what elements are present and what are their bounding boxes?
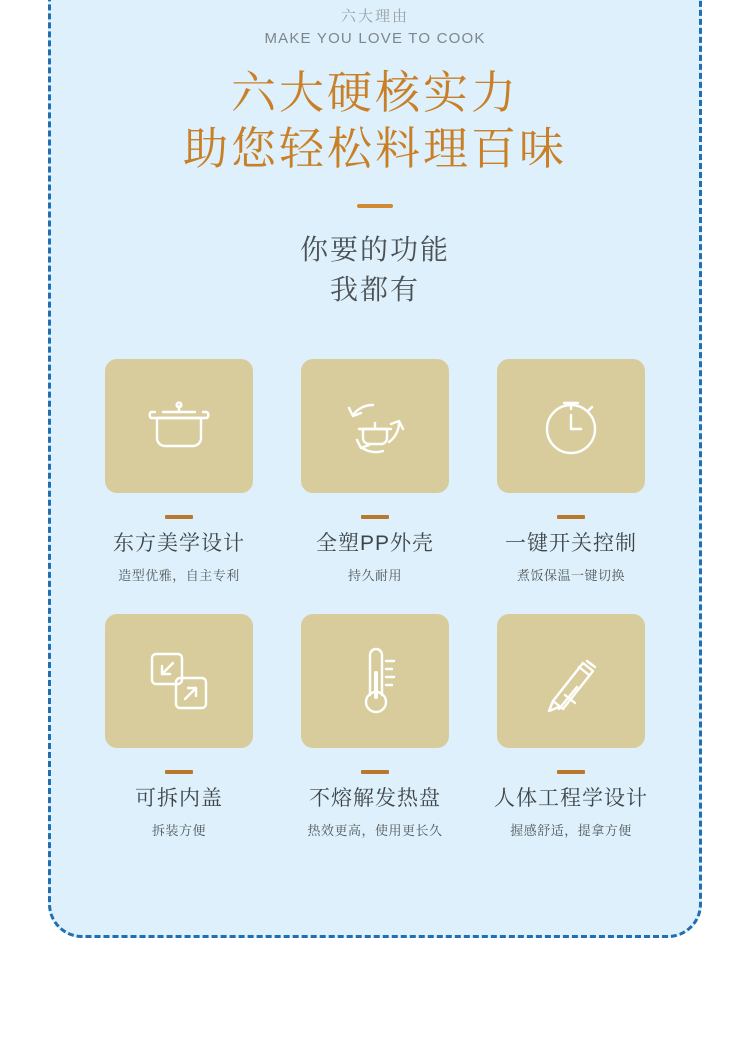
pot-icon [141, 396, 217, 456]
feature-title: 可拆内盖 [135, 786, 223, 810]
feature-subtitle: 煮饭保温一键切换 [516, 567, 625, 583]
feature-card [277, 614, 473, 839]
feature-card [277, 359, 473, 584]
feature-icon-tile [301, 614, 449, 748]
subheading-line-1: 你要的功能 [299, 233, 450, 265]
feature-panel [48, 0, 702, 938]
feature-subtitle: 造型优雅，自主专利 [118, 567, 240, 583]
feature-title: 不熔解发热盘 [309, 786, 441, 810]
panel-content [51, 0, 699, 935]
headline-line-2: 助您轻松料理百味 [182, 123, 567, 175]
feature-grid [51, 359, 699, 839]
feature-card [473, 359, 669, 584]
headline-divider [357, 204, 393, 208]
feature-icon-tile [105, 614, 253, 748]
feature-icon-tile [497, 614, 645, 748]
eyebrow-chinese: 六大理由 [340, 8, 409, 25]
feature-rule [165, 515, 193, 519]
headline-line-1: 六大硬核实力 [230, 67, 519, 118]
feature-rule [557, 770, 585, 774]
page-title [51, 65, 699, 178]
feature-title: 全塑PP外壳 [315, 531, 434, 555]
recycle-pot-icon [337, 395, 413, 457]
feature-subtitle: 热效更高，使用更长久 [307, 823, 443, 839]
feature-title: 一键开关控制 [505, 531, 637, 555]
feature-subtitle: 握感舒适，提拿方便 [510, 823, 632, 839]
detachable-lid-icon [144, 646, 214, 716]
feature-rule [361, 770, 389, 774]
thermometer-icon [348, 643, 402, 719]
feature-rule [361, 515, 389, 519]
feature-card [473, 614, 669, 839]
feature-card [81, 359, 277, 584]
feature-subtitle: 拆装方便 [151, 823, 206, 839]
feature-title: 人体工程学设计 [494, 786, 648, 810]
subheading-line-2: 我都有 [329, 274, 420, 306]
feature-title: 东方美学设计 [113, 531, 245, 555]
feature-card [81, 614, 277, 839]
subheading [51, 230, 699, 311]
feature-subtitle: 持久耐用 [347, 567, 402, 583]
ergonomic-pencils-icon [535, 645, 607, 717]
feature-icon-tile [105, 359, 253, 493]
clock-icon [538, 393, 604, 459]
feature-rule [165, 770, 193, 774]
eyebrow-english: MAKE YOU LOVE TO COOK [264, 30, 486, 47]
feature-rule [557, 515, 585, 519]
feature-icon-tile [497, 359, 645, 493]
feature-icon-tile [301, 359, 449, 493]
